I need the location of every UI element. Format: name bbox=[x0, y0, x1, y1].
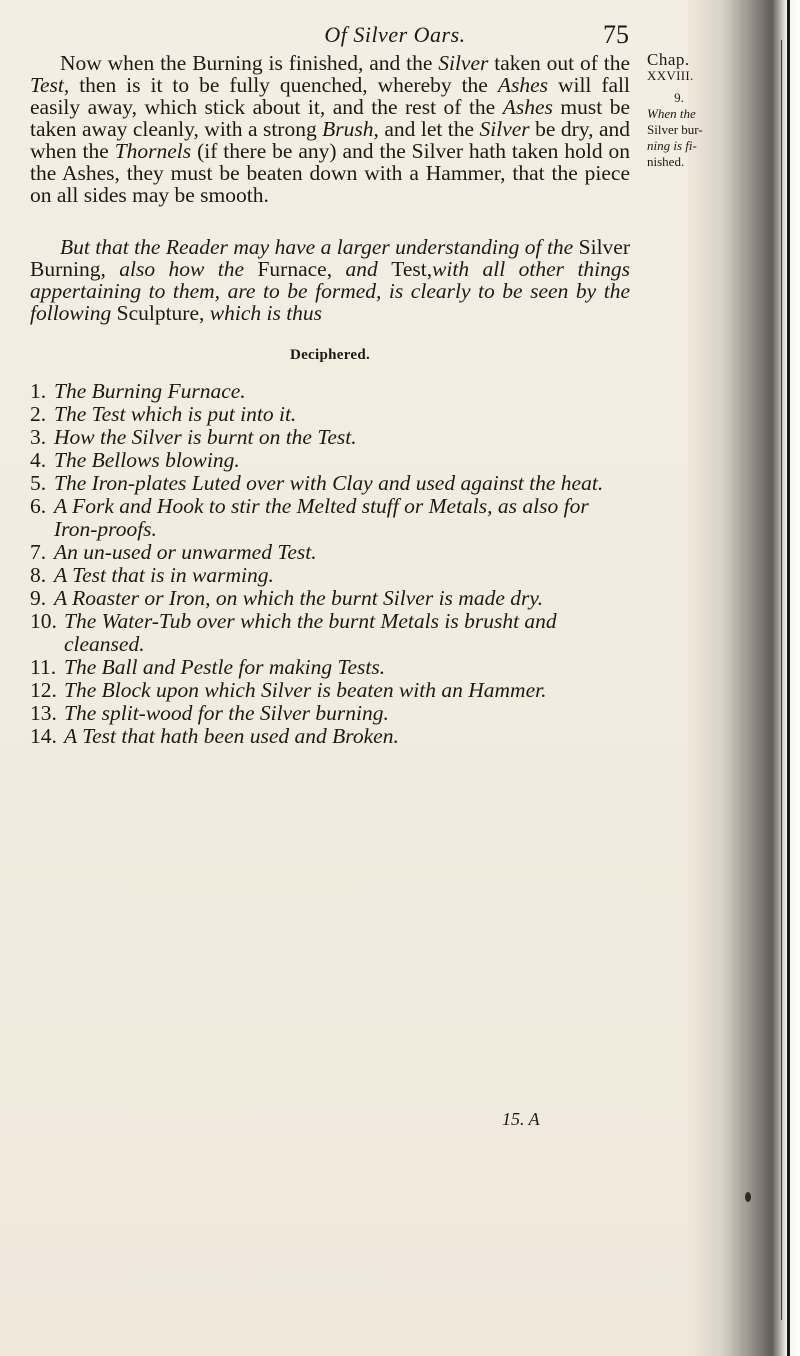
text-run: taken out of the bbox=[488, 51, 630, 75]
legend-text: The Burning Furnace. bbox=[54, 379, 246, 403]
text-run-italic: Test bbox=[30, 73, 64, 97]
legend-item bbox=[30, 725, 630, 748]
legend-number: 6. bbox=[30, 494, 47, 518]
catchword: 15. A bbox=[502, 1109, 540, 1129]
legend-text: The Bellows blowing. bbox=[54, 448, 240, 472]
legend-number: 13. bbox=[30, 701, 57, 725]
text-run-italic: and bbox=[332, 257, 392, 281]
text-run: Now when the Burning is finished, and the bbox=[60, 51, 439, 75]
margin-note-line: Silver bur- bbox=[647, 122, 703, 137]
spine-inner-line bbox=[781, 40, 782, 1320]
legend-number: 2. bbox=[30, 402, 47, 426]
legend-text: A Test that hath been used and Broken. bbox=[64, 724, 399, 748]
legend-number: 4. bbox=[30, 448, 47, 472]
legend-text: The Test which is put into it. bbox=[54, 402, 297, 426]
legend-item bbox=[30, 541, 630, 564]
text-run-italic: Ashes bbox=[502, 95, 553, 119]
legend-text: A Roaster or Iron, on which the burnt Silver is made dry. bbox=[54, 586, 544, 610]
legend-item bbox=[30, 656, 630, 679]
text-run: must be taken away cleanly, with a strong bbox=[30, 95, 630, 141]
margin-note-line: ning is fi- bbox=[647, 138, 697, 153]
text-run-roman: Silver Burning, bbox=[30, 235, 630, 281]
text-run-italic: Silver bbox=[479, 117, 530, 141]
text-run-italic: Silver bbox=[438, 51, 489, 75]
text-run-roman: Furnace, bbox=[257, 257, 333, 281]
legend-list bbox=[30, 380, 630, 748]
margin-note-body bbox=[647, 90, 711, 170]
legend-item bbox=[30, 495, 630, 541]
text-run-italic: Ashes bbox=[497, 73, 548, 97]
legend-number: 11. bbox=[30, 655, 57, 679]
text-run-italic: But that the Reader may have a larger understanding of the bbox=[60, 235, 579, 259]
legend-text: The Water-Tub over which the burnt Metals is brusht and cleansed. bbox=[64, 609, 557, 656]
legend-item bbox=[30, 380, 630, 403]
text-run-roman: Sculpture, bbox=[116, 301, 205, 325]
legend-number: 12. bbox=[30, 678, 57, 702]
legend-item bbox=[30, 702, 630, 725]
legend-item bbox=[30, 564, 630, 587]
text-run-italic: Thornels bbox=[114, 139, 192, 163]
text-run: , and let the bbox=[373, 117, 480, 141]
text-run: , then is it to be fully quenched, whereby the bbox=[63, 73, 498, 97]
legend-number: 5. bbox=[30, 471, 47, 495]
spine-shadow-line bbox=[787, 0, 790, 1356]
text-run-italic: which is thus bbox=[204, 301, 323, 325]
legend-number: 1. bbox=[30, 379, 47, 403]
legend-text: A Fork and Hook to stir the Melted stuff or Metals, as also for Iron-proofs. bbox=[54, 494, 589, 541]
legend-text: The split-wood for the Silver burning. bbox=[64, 701, 389, 725]
legend-text: The Ball and Pestle for making Tests. bbox=[64, 655, 386, 679]
legend-item bbox=[30, 403, 630, 426]
margin-note-number: 9. bbox=[674, 90, 684, 105]
legend-number: 14. bbox=[30, 724, 57, 748]
margin-chapter-label: Chap. bbox=[647, 50, 690, 69]
legend-number: 3. bbox=[30, 425, 47, 449]
legend-number: 10. bbox=[30, 609, 57, 633]
page-number: 75 bbox=[603, 20, 629, 49]
text-run-roman: Test, bbox=[391, 257, 433, 281]
legend-text: How the Silver is burnt on the Test. bbox=[54, 425, 357, 449]
text-run: be dry, and when the bbox=[30, 117, 630, 163]
text-run: (if there be any) and the Silver hath taken hold on the Ashes, they must be beaten down with a Hammer, that the piece on all sides may be smooth. bbox=[30, 139, 630, 207]
legend-number: 9. bbox=[30, 586, 47, 610]
paragraph-burning-finished bbox=[30, 52, 630, 206]
ink-smudge bbox=[745, 1192, 751, 1202]
legend-item bbox=[30, 449, 630, 472]
legend-text: A Test that is in warming. bbox=[54, 563, 274, 587]
margin-note-line: nished. bbox=[647, 154, 685, 169]
paragraph-reader-understanding bbox=[30, 236, 630, 324]
text-run: will fall easily away, which stick about it, and the rest of the bbox=[30, 73, 630, 119]
legend-item bbox=[30, 587, 630, 610]
legend-item bbox=[30, 679, 630, 702]
legend-heading: Deciphered. bbox=[289, 347, 371, 363]
margin-note-line: When the bbox=[647, 106, 696, 121]
text-run-italic: Brush bbox=[322, 117, 374, 141]
legend-item bbox=[30, 426, 630, 449]
margin-chapter-number: XXVIII. bbox=[647, 68, 694, 83]
legend-number: 7. bbox=[30, 540, 47, 564]
legend-text: The Iron-plates Luted over with Clay and used against the heat. bbox=[54, 471, 604, 495]
legend-text: The Block upon which Silver is beaten with an Hammer. bbox=[64, 678, 547, 702]
running-title: Of Silver Oars. bbox=[324, 22, 466, 47]
margin-note bbox=[647, 52, 711, 170]
legend-number: 8. bbox=[30, 563, 47, 587]
legend-item bbox=[30, 472, 630, 495]
text-run-italic: also how the bbox=[105, 257, 258, 281]
book-binding-edge bbox=[688, 0, 800, 1356]
legend-text: An un-used or unwarmed Test. bbox=[54, 540, 317, 564]
main-text bbox=[30, 52, 630, 748]
text-run-italic: with all other things appertaining to them, are to be formed, is clearly to be seen by the following bbox=[30, 257, 631, 325]
legend-item bbox=[30, 610, 630, 656]
